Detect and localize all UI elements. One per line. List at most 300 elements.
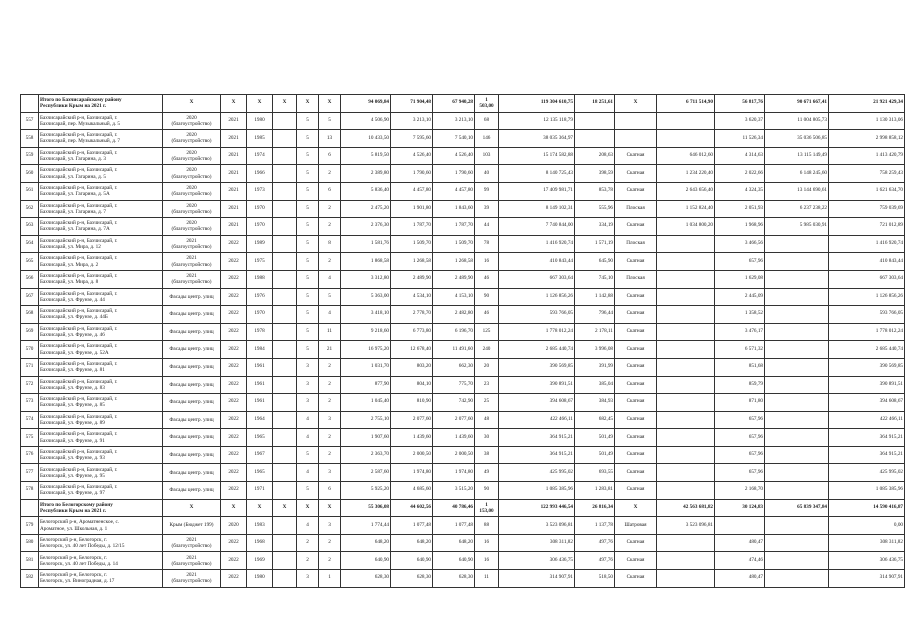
program-cell-line: 2020	[186, 167, 197, 174]
entrances-cell: 2	[319, 200, 341, 218]
unit-area-cell: 853,78	[575, 182, 615, 200]
address-cell-line: Бахчисарай, пер. Музыкальный, д. 5	[40, 120, 121, 127]
year-built-cell: 1961	[247, 376, 273, 394]
floors-cell: 5	[297, 147, 319, 165]
floors-cell: X	[297, 95, 319, 113]
total-area-cell: 640,90	[341, 552, 391, 570]
address-cell-line: Бахчисарайский р-н, Бахчисарай, г.	[40, 308, 118, 315]
program-cell-line: 2021	[186, 554, 197, 561]
cost-cell: 394 608,67	[499, 394, 575, 412]
total-area-cell: 16 975,20	[341, 341, 391, 359]
budget-cell	[765, 394, 829, 412]
program-cell	[163, 446, 221, 464]
material-cell	[273, 288, 297, 306]
unit-area-cell: 745,10	[575, 270, 615, 288]
material-cell	[273, 253, 297, 271]
specific-cost-cell: 56 817,76	[715, 95, 765, 113]
address-cell-line: Бахчисарай, ул. Фрунзе, д. 91	[40, 437, 105, 444]
owners-cell: 1 778 012,24	[829, 323, 905, 341]
row-number: 562	[21, 200, 39, 218]
fund-cell	[657, 323, 715, 341]
row-number: 565	[21, 253, 39, 271]
specific-cost-cell: 2 022,66	[715, 165, 765, 183]
year-built-cell: 1971	[247, 482, 273, 500]
roof-type-cell	[615, 112, 657, 130]
table-row	[21, 394, 905, 412]
living-area-cell: 6 773,80	[391, 323, 433, 341]
cost-cell: 8 149 102,31	[499, 200, 575, 218]
unit-area-cell: 3 996,08	[575, 341, 615, 359]
year-built-cell: 1974	[247, 147, 273, 165]
program-cell-line: Фасады центр. улиц	[169, 416, 214, 423]
fund-cell	[657, 534, 715, 552]
table-row	[21, 306, 905, 324]
row-number: 581	[21, 552, 39, 570]
owners-cell: 410 843,44	[829, 253, 905, 271]
row-number: 568	[21, 306, 39, 324]
program-cell: X	[163, 95, 221, 113]
row-number: 566	[21, 270, 39, 288]
owners-cell: 1 130 313,06	[829, 112, 905, 130]
table-row	[21, 464, 905, 482]
year-plan-cell: 2022	[221, 411, 247, 429]
owners-cell: 1 085 385,96	[829, 482, 905, 500]
roof-type-cell: Скатная	[615, 341, 657, 359]
residential-area-cell: 1 843,60	[433, 200, 475, 218]
living-area-cell: 7 595,60	[391, 130, 433, 148]
owners-cell: 394 608,67	[829, 394, 905, 412]
program-cell	[163, 534, 221, 552]
residents-cell: 240	[475, 341, 499, 359]
program-cell	[163, 482, 221, 500]
material-cell	[273, 112, 297, 130]
program-cell	[163, 358, 221, 376]
roof-type-cell: Скатная	[615, 429, 657, 447]
year-plan-cell: 2022	[221, 464, 247, 482]
owners-cell: 759 039,69	[829, 200, 905, 218]
year-built-cell: 1961	[247, 358, 273, 376]
residential-area-cell: 1 790,60	[433, 165, 475, 183]
fund-cell: 1 152 824,40	[657, 200, 715, 218]
residents-cell: 38	[475, 446, 499, 464]
fund-cell	[657, 394, 715, 412]
specific-cost-cell: 657,96	[715, 446, 765, 464]
specific-cost-cell: 657,96	[715, 253, 765, 271]
year-plan-cell: 2022	[221, 253, 247, 271]
total-area-cell: 55 306,08	[341, 499, 391, 517]
unit-area-cell: 497,76	[575, 534, 615, 552]
year-built-cell: 1985	[247, 130, 273, 148]
living-area-cell: 4 526,40	[391, 147, 433, 165]
program-cell-line: Фасады центр. улиц	[169, 452, 214, 459]
residential-area-cell: 662,30	[433, 358, 475, 376]
cost-cell: 306 436,75	[499, 552, 575, 570]
specific-cost-cell: 4 314,63	[715, 147, 765, 165]
year-plan-cell: 2022	[221, 394, 247, 412]
total-row	[21, 499, 905, 517]
owners-cell: 364 915,21	[829, 429, 905, 447]
living-area-cell: 2 778,70	[391, 306, 433, 324]
unit-area-cell: 1 137,78	[575, 517, 615, 535]
owners-cell: 2 998 858,12	[829, 130, 905, 148]
total-area-cell: 5 363,00	[341, 288, 391, 306]
program-cell-line: Фасады центр. улиц	[169, 328, 214, 335]
owners-cell: 314 907,91	[829, 570, 905, 588]
residential-area-cell: 67 940,28	[433, 95, 475, 113]
entrances-cell: 5	[319, 288, 341, 306]
program-cell-line: (благоустройство)	[171, 261, 212, 268]
floors-cell: 5	[297, 341, 319, 359]
unit-area-cell: 796,44	[575, 306, 615, 324]
address-cell-line: Белогорский р-н, Ароматненское, с.	[40, 519, 120, 526]
total-area-cell: 5 819,50	[341, 147, 391, 165]
material-cell	[273, 130, 297, 148]
address-cell	[39, 446, 163, 464]
row-number: 576	[21, 446, 39, 464]
address-cell	[39, 306, 163, 324]
specific-cost-cell: 2 168,70	[715, 482, 765, 500]
program-cell	[163, 130, 221, 148]
address-cell-line: Бахчисарайский р-н, Бахчисарай, г.	[40, 413, 118, 420]
row-number: 571	[21, 358, 39, 376]
address-cell	[39, 534, 163, 552]
year-plan-cell: 2022	[221, 341, 247, 359]
residential-area-cell: 2 077,60	[433, 411, 475, 429]
fund-cell: 1 234 220,40	[657, 165, 715, 183]
cost-cell: 593 766,05	[499, 306, 575, 324]
owners-cell: 308 311,82	[829, 534, 905, 552]
address-cell-line: Бахчисарай, ул. Фрунзе, д. 81	[40, 367, 105, 374]
fund-cell	[657, 358, 715, 376]
address-cell-line: Бахчисарай, ул. Гагарина, д. 7А	[40, 226, 110, 233]
row-number: 570	[21, 341, 39, 359]
cost-cell: 667 303,64	[499, 270, 575, 288]
year-plan-cell: 2022	[221, 552, 247, 570]
year-plan-cell: 2021	[221, 200, 247, 218]
residential-area-cell: 3 213,10	[433, 112, 475, 130]
budget-cell	[765, 482, 829, 500]
program-cell	[163, 570, 221, 588]
living-area-cell: 1 509,70	[391, 235, 433, 253]
total-area-cell: 1 581,76	[341, 235, 391, 253]
unit-area-cell: 208,63	[575, 147, 615, 165]
address-cell	[39, 112, 163, 130]
entrances-cell: 2	[319, 376, 341, 394]
total-area-cell: 1 031,70	[341, 358, 391, 376]
table-row	[21, 570, 905, 588]
program-cell-line: (благоустройство)	[171, 138, 212, 145]
fund-cell: 2 643 656,40	[657, 182, 715, 200]
fund-cell	[657, 464, 715, 482]
fund-cell	[657, 270, 715, 288]
material-cell	[273, 165, 297, 183]
entrances-cell: 2	[319, 429, 341, 447]
residents-cell-line: 153,00	[479, 507, 494, 514]
budget-cell	[765, 341, 829, 359]
roof-type-cell: Скатная	[615, 446, 657, 464]
specific-cost-cell: 657,96	[715, 411, 765, 429]
material-cell	[273, 482, 297, 500]
year-built-cell: 1965	[247, 464, 273, 482]
budget-cell	[765, 464, 829, 482]
residents-cell: 68	[475, 112, 499, 130]
cost-cell: 425 995,02	[499, 464, 575, 482]
row-number	[21, 95, 39, 113]
residents-cell: 16	[475, 253, 499, 271]
floors-cell: X	[297, 499, 319, 517]
residents-cell: 49	[475, 464, 499, 482]
floors-cell: 5	[297, 323, 319, 341]
material-cell	[273, 147, 297, 165]
cost-cell: 3 523 096,81	[499, 517, 575, 535]
residential-area-cell: 7 540,10	[433, 130, 475, 148]
entrances-cell: X	[319, 95, 341, 113]
material-cell	[273, 464, 297, 482]
roof-type-cell: Плоская	[615, 270, 657, 288]
program-cell	[163, 341, 221, 359]
row-number: 569	[21, 323, 39, 341]
entrances-cell: 3	[319, 464, 341, 482]
owners-cell: 1 416 920,74	[829, 235, 905, 253]
specific-cost-cell: 871,80	[715, 394, 765, 412]
year-built-cell: 1980	[247, 112, 273, 130]
roof-type-cell: Скатная	[615, 147, 657, 165]
program-cell	[163, 376, 221, 394]
address-cell	[39, 376, 163, 394]
table-row	[21, 182, 905, 200]
address-cell-line: Республики Крым на 2021 г.	[40, 103, 107, 110]
owners-cell: 1 126 856,26	[829, 288, 905, 306]
program-cell: X	[163, 499, 221, 517]
total-area-cell: 877,90	[341, 376, 391, 394]
address-cell-line: Бахчисарай, ул. Гагарина, д. 5А	[40, 191, 110, 198]
table-row	[21, 218, 905, 236]
row-number: 567	[21, 288, 39, 306]
address-cell-line: Республики Крым на 2021 г.	[40, 507, 107, 514]
residents-cell-line: 1	[485, 97, 488, 104]
residential-area-cell: 1 974,80	[433, 464, 475, 482]
table-row	[21, 130, 905, 148]
total-area-cell: 2 376,30	[341, 218, 391, 236]
material-cell	[273, 306, 297, 324]
specific-cost-cell: 4 324,35	[715, 182, 765, 200]
address-cell-line: Бахчисарай, ул. Гагарина, д. 7	[40, 208, 106, 215]
roof-type-cell: Скатная	[615, 394, 657, 412]
roof-type-cell: Скатная	[615, 253, 657, 271]
material-cell	[273, 376, 297, 394]
address-cell-line: Бахчисарай, ул. Гагарина, д. 5	[40, 173, 106, 180]
address-cell-line: Бахчисарайский р-н, Бахчисарай, г.	[40, 167, 118, 174]
table-row	[21, 165, 905, 183]
address-cell-line: Бахчисарайский р-н, Бахчисарай, г.	[40, 202, 118, 209]
entrances-cell: 3	[319, 517, 341, 535]
address-cell	[39, 253, 163, 271]
total-area-cell: 628,30	[341, 570, 391, 588]
table-row	[21, 552, 905, 570]
address-cell-line: Бахчисарай, ул. Фрунзе, д. 95	[40, 472, 105, 479]
table-row	[21, 517, 905, 535]
row-number: 573	[21, 394, 39, 412]
total-area-cell: 2 755,10	[341, 411, 391, 429]
program-cell-line: Фасады центр. улиц	[169, 469, 214, 476]
roof-type-cell: Скатная	[615, 182, 657, 200]
living-area-cell: 640,90	[391, 552, 433, 570]
floors-cell: 5	[297, 270, 319, 288]
row-number: 579	[21, 517, 39, 535]
residents-cell: 146	[475, 130, 499, 148]
residential-area-cell: 742,90	[433, 394, 475, 412]
material-cell: X	[273, 499, 297, 517]
address-cell-line: Бахчисарайский р-н, Бахчисарай, г.	[40, 185, 118, 192]
program-cell	[163, 394, 221, 412]
total-area-cell: 1 907,60	[341, 429, 391, 447]
residential-area-cell: 4 526,40	[433, 147, 475, 165]
cost-cell: 390 891,51	[499, 376, 575, 394]
residents-cell: 25	[475, 394, 499, 412]
program-cell	[163, 253, 221, 271]
table-row	[21, 288, 905, 306]
residents-cell	[475, 499, 499, 517]
fund-cell	[657, 306, 715, 324]
year-plan-cell: 2022	[221, 570, 247, 588]
table-row	[21, 270, 905, 288]
year-built-cell: 1970	[247, 200, 273, 218]
residential-area-cell: 4 457,80	[433, 182, 475, 200]
year-built-cell: 1967	[247, 446, 273, 464]
budget-cell	[765, 517, 829, 535]
entrances-cell: 2	[319, 358, 341, 376]
address-cell-line: Бахчисарайский р-н, Бахчисарай, г.	[40, 360, 118, 367]
year-plan-cell: 2021	[221, 218, 247, 236]
residential-area-cell: 4 153,10	[433, 288, 475, 306]
year-plan-cell: 2022	[221, 446, 247, 464]
living-area-cell: 1 901,80	[391, 200, 433, 218]
year-built-cell: 1989	[247, 235, 273, 253]
address-cell-line: Бахчисарай, ул. Фрунзе, д. 97	[40, 490, 105, 497]
residential-area-cell: 11 491,60	[433, 341, 475, 359]
material-cell	[273, 270, 297, 288]
program-cell-line: Фасады центр. улиц	[169, 399, 214, 406]
budget-cell: 6 148 245,60	[765, 165, 829, 183]
floors-cell: 5	[297, 306, 319, 324]
row-number: 574	[21, 411, 39, 429]
cost-cell: 1 778 012,24	[499, 323, 575, 341]
year-built-cell: 1964	[247, 411, 273, 429]
floors-cell: 5	[297, 112, 319, 130]
row-number: 558	[21, 130, 39, 148]
living-area-cell: 2 000,50	[391, 446, 433, 464]
material-cell: X	[273, 95, 297, 113]
program-cell-line: (благоустройство)	[171, 120, 212, 127]
program-cell-line: Фасады центр. улиц	[169, 487, 214, 494]
table-row	[21, 341, 905, 359]
cost-cell: 7 740 844,00	[499, 218, 575, 236]
roof-type-cell: Скатная	[615, 288, 657, 306]
residents-cell: 16	[475, 534, 499, 552]
address-cell-line: Бахчисарайский р-н, Бахчисарай, г.	[40, 325, 118, 332]
residential-area-cell: 3 515,20	[433, 482, 475, 500]
address-cell-line: Бахчисарайский р-н, Бахчисарай, г.	[40, 484, 118, 491]
specific-cost-cell: 859,79	[715, 376, 765, 394]
budget-cell	[765, 411, 829, 429]
budget-cell	[765, 534, 829, 552]
fund-cell	[657, 552, 715, 570]
floors-cell: 5	[297, 218, 319, 236]
address-cell-line: Бахчисарайский р-н, Бахчисарай, г.	[40, 273, 118, 279]
floors-cell: 5	[297, 446, 319, 464]
material-cell	[273, 411, 297, 429]
roof-type-cell: Скатная	[615, 165, 657, 183]
unit-area-cell: 501,49	[575, 446, 615, 464]
floors-cell: 3	[297, 376, 319, 394]
address-cell-line: Белогорский р-н, Белогорск, г.	[40, 536, 107, 543]
program-cell	[163, 323, 221, 341]
floors-cell: 3	[297, 394, 319, 412]
cost-cell: 17 409 981,71	[499, 182, 575, 200]
row-number: 572	[21, 376, 39, 394]
fund-cell	[657, 482, 715, 500]
roof-type-cell: Скатная	[615, 358, 657, 376]
address-cell-line: Бахчисарай, пер. Музыкальный, д. 7	[40, 138, 121, 145]
year-built-cell: 1980	[247, 570, 273, 588]
address-cell-line: Бахчисарай, ул. Фрунзе, д. 83	[40, 384, 105, 391]
cost-cell: 314 907,91	[499, 570, 575, 588]
cost-cell: 308 311,82	[499, 534, 575, 552]
living-area-cell: 3 213,10	[391, 112, 433, 130]
unit-area-cell: 2 178,11	[575, 323, 615, 341]
material-cell	[273, 200, 297, 218]
program-cell-line: 2021	[186, 237, 197, 244]
roof-type-cell: X	[615, 95, 657, 113]
budget-cell: 65 839 347,84	[765, 499, 829, 517]
year-built-cell: 1968	[247, 534, 273, 552]
address-cell	[39, 499, 163, 517]
address-cell-line: Бахчисарай, ул. Фрунзе, д. 52А	[40, 349, 109, 356]
address-cell	[39, 218, 163, 236]
unit-area-cell: 385,04	[575, 376, 615, 394]
residential-area-cell: 1 077,48	[433, 517, 475, 535]
year-plan-cell: 2022	[221, 482, 247, 500]
address-cell-line: Бахчисарай, ул. Фрунзе, д. 85	[40, 402, 105, 409]
program-cell	[163, 429, 221, 447]
program-cell	[163, 270, 221, 288]
address-cell-line: Бахчисарайский р-н, Бахчисарай, г.	[40, 114, 118, 121]
residents-cell: 99	[475, 182, 499, 200]
program-cell-line: 2021	[186, 572, 197, 579]
program-cell	[163, 552, 221, 570]
living-area-cell: 1 787,70	[391, 218, 433, 236]
owners-cell: 422 466,11	[829, 411, 905, 429]
owners-cell: 1 621 634,70	[829, 182, 905, 200]
residential-area-cell: 2 482,80	[433, 306, 475, 324]
material-cell	[273, 446, 297, 464]
total-area-cell: 5 925,20	[341, 482, 391, 500]
year-built-cell: 1975	[247, 253, 273, 271]
cost-cell: 8 140 725,43	[499, 165, 575, 183]
residential-area-cell: 640,90	[433, 552, 475, 570]
residential-area-cell: 1 787,70	[433, 218, 475, 236]
total-area-cell: 3 418,10	[341, 306, 391, 324]
living-area-cell: 810,90	[391, 394, 433, 412]
fund-cell	[657, 130, 715, 148]
address-cell-line: Итого по Бахчисарайскому району	[40, 97, 122, 104]
program-cell-line: (благоустройство)	[171, 560, 212, 567]
unit-area-cell: 682,45	[575, 411, 615, 429]
owners-cell: 758 259,43	[829, 165, 905, 183]
program-cell-line: 2020	[186, 114, 197, 121]
entrances-cell: 2	[319, 446, 341, 464]
table-row	[21, 534, 905, 552]
